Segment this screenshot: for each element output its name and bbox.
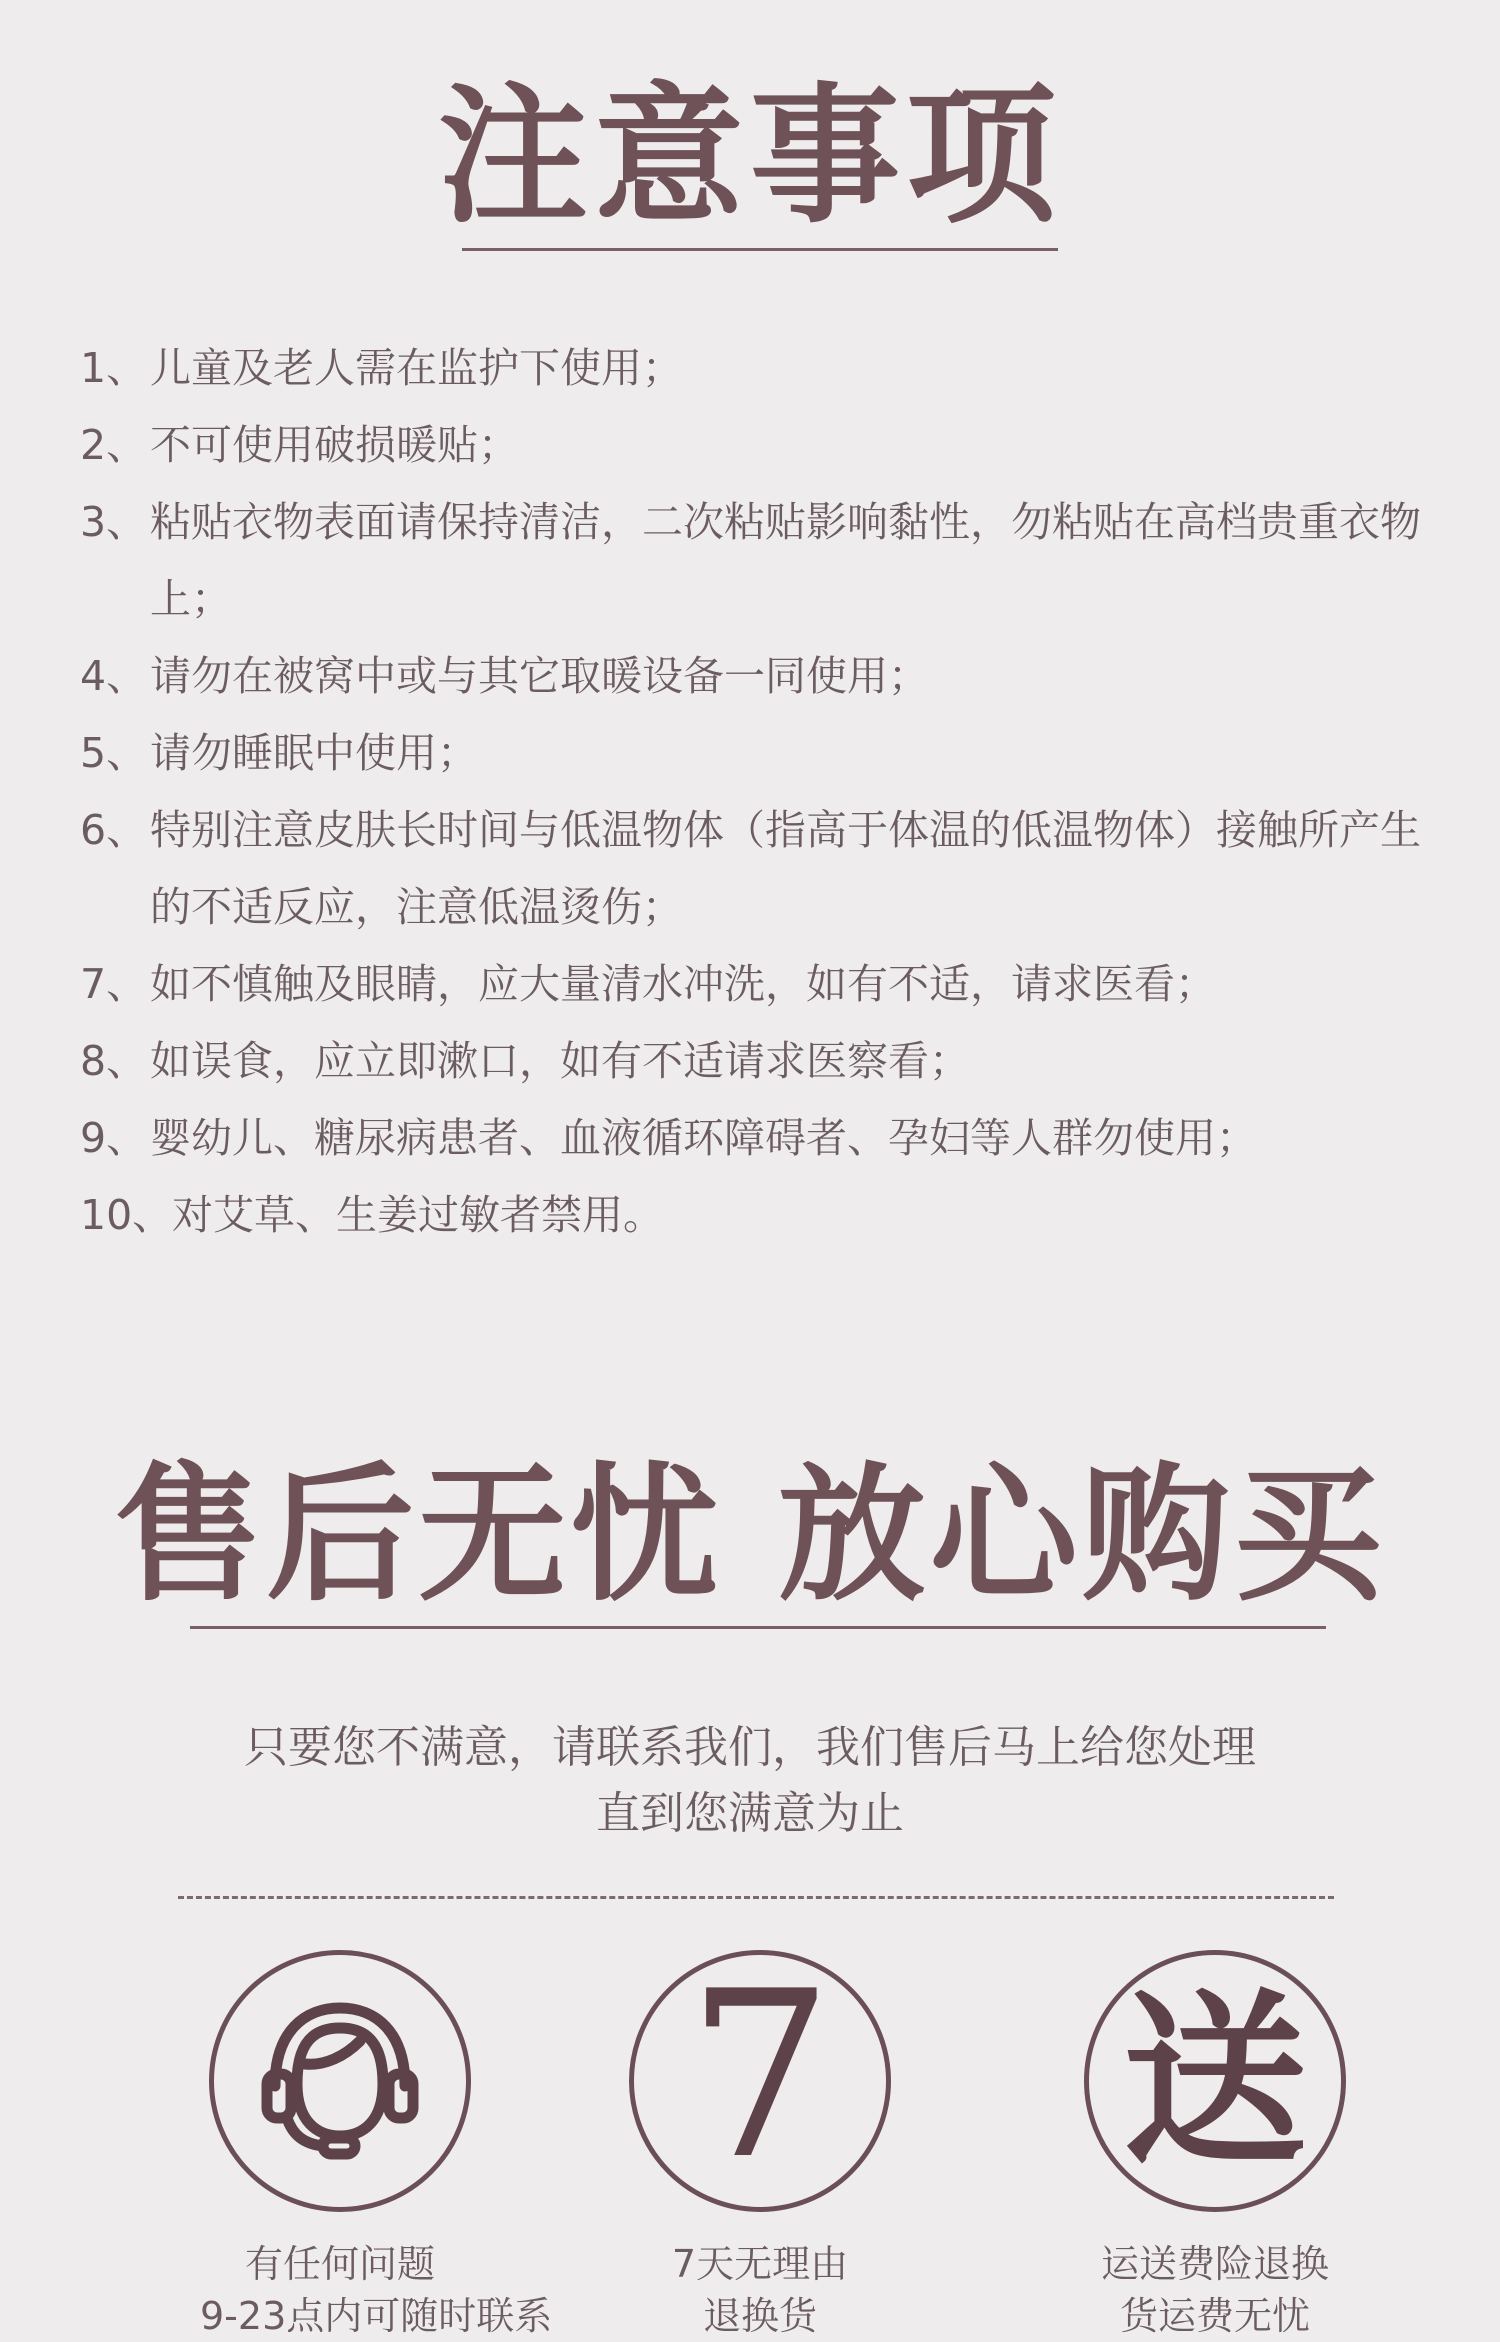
- item-text: 如不慎触及眼睛，应大量清水冲洗，如有不适，请求医看；: [150, 960, 1216, 1008]
- item-text: 不可使用破损暖贴；: [150, 421, 519, 469]
- item-number: 4、: [80, 652, 148, 700]
- feature-circle: [209, 1950, 471, 2212]
- list-item: [80, 484, 1460, 638]
- item-number: 10、: [80, 1191, 174, 1239]
- feature-caption: [200, 2238, 553, 2342]
- item-text: 儿童及老人需在监护下使用；: [150, 344, 683, 392]
- intro-line: 只要您不满意，请联系我们，我们售后马上给您处理: [244, 1722, 1256, 1773]
- item-number: 9、: [80, 1114, 148, 1162]
- item-text: 请勿睡眠中使用；: [150, 729, 478, 777]
- caption-line: 运送费险退换: [1100, 2242, 1329, 2286]
- item-number: 2、: [80, 421, 148, 469]
- item-number: 8、: [80, 1037, 148, 1085]
- item-number: 7、: [80, 960, 148, 1008]
- item-number: 1、: [80, 344, 148, 392]
- item-number: 3、: [80, 498, 148, 546]
- list-item: [80, 330, 1460, 407]
- list-item: [80, 1023, 1460, 1100]
- list-item: [80, 638, 1460, 715]
- feature-7day-return: [620, 1943, 900, 2342]
- item-text: 请勿在被窝中或与其它取暖设备一同使用；: [150, 652, 929, 700]
- feature-customer-service: [200, 1950, 553, 2342]
- intro-line: 直到您满意为止: [596, 1788, 904, 1839]
- list-item: [80, 715, 1460, 792]
- item-text: 粘贴衣物表面请保持清洁，二次粘贴影响黏性，勿粘贴在高档贵重衣物上；: [150, 498, 1421, 623]
- notice-title: 注意事项: [437, 70, 1062, 244]
- item-text: 婴幼儿、糖尿病患者、血液循环障碍者、孕妇等人群勿使用；: [150, 1114, 1257, 1162]
- caption-line: 有任何问题: [244, 2242, 435, 2286]
- title-underline: [462, 248, 1058, 251]
- caption-line: 退换货: [702, 2294, 817, 2338]
- caption-line: 7天无理由: [671, 2242, 849, 2286]
- aftersale-title: 售后无忧 放心购买: [114, 1449, 1386, 1621]
- list-item: [80, 792, 1460, 946]
- item-number: 6、: [80, 806, 148, 854]
- feature-caption: [1075, 2238, 1355, 2342]
- feature-circle: [1084, 1950, 1346, 2212]
- customer-service-headset-icon: [245, 1986, 435, 2176]
- list-item: [80, 1100, 1460, 1177]
- feature-shipping-insurance: [1075, 1950, 1355, 2342]
- item-text: 如误食，应立即漱口，如有不适请求医察看；: [150, 1037, 970, 1085]
- list-item: [80, 1177, 1460, 1254]
- feature-circle: [629, 1943, 891, 2212]
- list-item: [80, 946, 1460, 1023]
- caption-line: 货运费无忧: [1119, 2294, 1310, 2338]
- caption-line: 9-23点内可随时联系: [200, 2294, 553, 2338]
- list-item: [80, 407, 1460, 484]
- item-text: 对艾草、生姜过敏者禁用。: [172, 1191, 664, 1239]
- aftersale-intro: [0, 1715, 1500, 1847]
- item-text: 特别注意皮肤长时间与低温物体（指高于体温的低温物体）接触所产生的不适反应，注意低温烫伤；: [150, 806, 1421, 931]
- seven-icon: 7: [686, 1943, 834, 2210]
- notice-list: [80, 330, 1460, 1254]
- item-number: 5、: [80, 729, 148, 777]
- dashed-divider: [178, 1896, 1334, 1899]
- feature-caption: [620, 2238, 900, 2342]
- send-icon: 送: [1122, 1972, 1308, 2189]
- title-underline: [190, 1626, 1326, 1629]
